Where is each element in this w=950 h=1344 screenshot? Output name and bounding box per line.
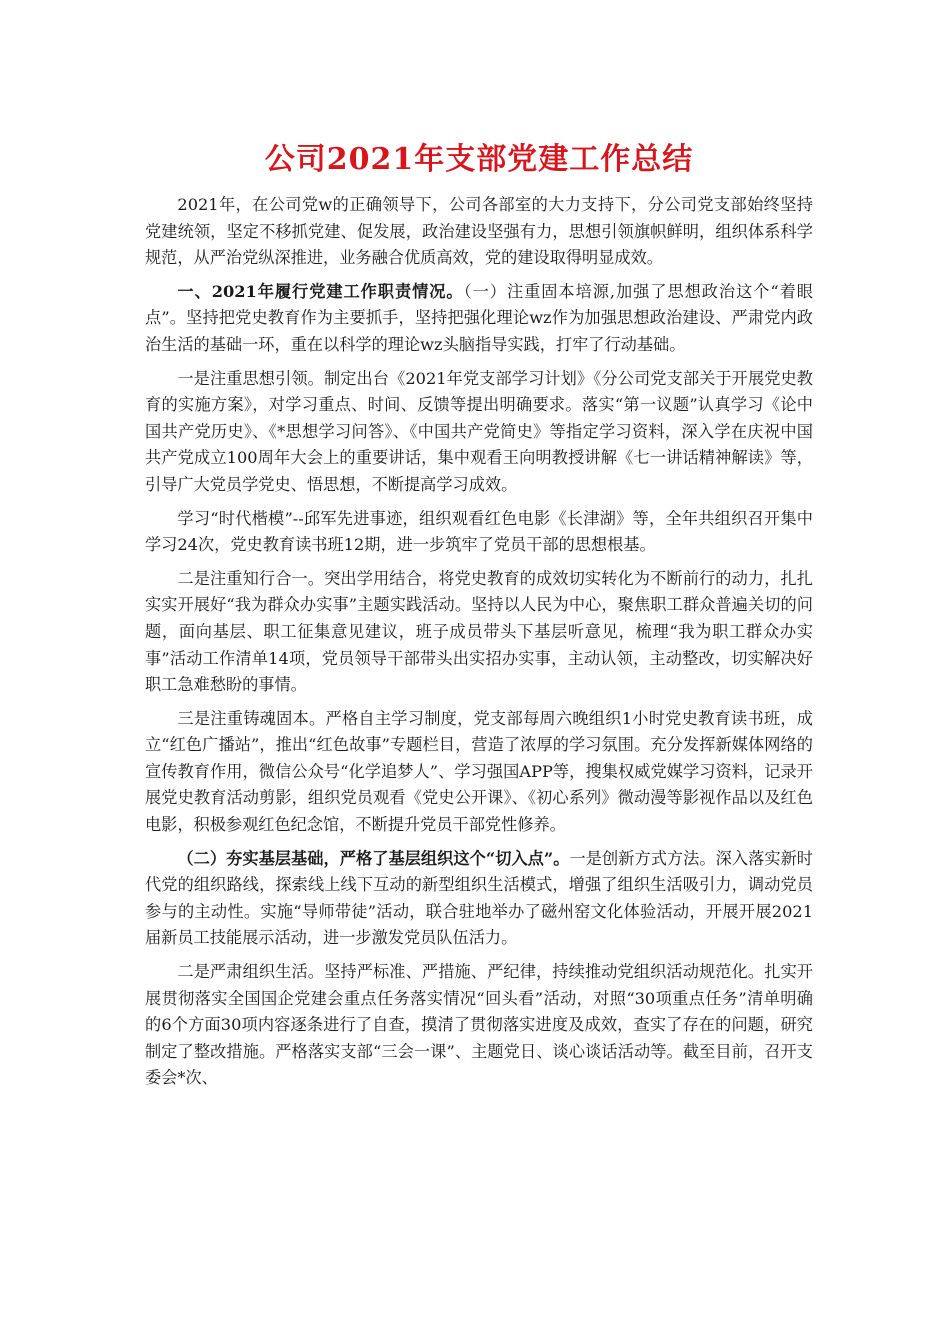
paragraph-text: 一是注重思想引领。制定出台《2021年党支部学习计划》《分公司党支部关于开展党史教育的实施方案》，对学习重点、时间、反馈等提出明确要求。落实“第一议题”认真学习《论中国共产党历史》、《*思想学习问答》、《中国共产党简史》等指定学习资料，深入学在庆祝中国共产党成立100周年大会上的重要讲话，集中观看王向明教授讲解《七一讲话精神解读》等，引导广大党员学党史、悟思想，不断提高学习成效。 [145,368,813,494]
paragraph-soul-casting [145,706,813,839]
paragraph-intro [145,192,813,272]
paragraph-text: 学习“时代楷模”--邱军先进事迹，组织观看红色电影《长津湖》等，全年共组织召开集中学习24次，党史教育读书班12期，进一步筑牢了党员干部的思想根基。 [145,508,813,555]
paragraph-text: 二是注重知行合一。突出学用结合，将党史教育的成效切实转化为不断前行的动力，扎扎实实开展好“我为群众办实事”主题实践活动。坚持以人民为中心，聚焦职工群众普遍关切的问题，面向基层、职工征集意见建议，班子成员带头下基层听意见，梳理“我为职工群众办实事”活动工作清单14项，党员领导干部带头出实招办实事，主动认领，主动整改，切实解决好职工急难愁盼的事情。 [145,568,813,695]
paragraph-text: 二是严肃组织生活。坚持严标准、严措施、严纪律，持续推动党组织活动规范化。扎实开展贯彻落实全国国企党建会重点任务落实情况“回头看”活动，对照“30项重点任务”清单明确的6个方面30项内容逐条进行了自查，摸清了贯彻落实进度及成效，查实了存在的问题，研究制定了整改措施。严格落实支部“三会一课”、主题党日、谈心谈话活动等。截至目前，召开支委会*次、 [145,962,813,1088]
document-title: 公司2021年支部党建工作总结 [264,142,694,177]
paragraph-text: 2021年，在公司党w的正确领导下，公司各部室的大力支持下，分公司党支部始终坚持党建统领，坚定不移抓党建、促发展，政治建设坚强有力，思想引领旗帜鲜明，组织体系科学规范，从严治党纵深推进，业务融合优质高效，党的建设取得明显成效。 [145,195,813,268]
paragraph-role-model [145,506,813,559]
paragraph-text: 三是注重铸魂固本。严格自主学习制度，党支部每周六晚组织1小时党史教育读书班，成立“红色广播站”，推出“红色故事”专题栏目，营造了浓厚的学习氛围。充分发挥新媒体网络的宣传教育作用，微信公众号“化学追梦人”、学习强国APP等，搜集权威党媒学习资料，记录开展党史教育活动剪影，组织党员观看《党史公开课》、《初心系列》微动漫等影视作品以及红色电影，积极参观红色纪念馆，不断提升党员干部党性修养。 [145,708,813,835]
paragraph-text: 一是创新方式方法。深入落实新时代党的组织路线，探索线上线下互动的新型组织生活模式，增强了组织生活吸引力，调动党员参与的主动性。实施“导师带徒”活动，联合驻地举办了磁州窑文化体验活动，开展开展2021届新员工技能展示活动，进一步激发党员队伍活力。 [145,848,813,948]
paragraph-lead: （二）夯实基层基础，严格了基层组织这个“切入点”。 [177,848,570,868]
paragraph-organization-life [145,959,813,1092]
document-page [145,140,813,1099]
paragraph-knowledge-action [145,566,813,699]
paragraph-thought-guidance [145,366,813,499]
paragraph-section-1 [145,279,813,359]
paragraph-lead: 一、2021年履行党建工作职责情况。 [177,281,464,301]
paragraph-section-2 [145,846,813,952]
paragraph-text: （一）注重固本培源,加强了思想政治这个“着眼点”。坚持把党史教育作为主要抓手，坚持把强化理论wz作为加强思想政治建设、严肃党内政治生活的基础一环，重在以科学的理论wz头脑指导实践，打牢了行动基础。 [145,281,813,354]
